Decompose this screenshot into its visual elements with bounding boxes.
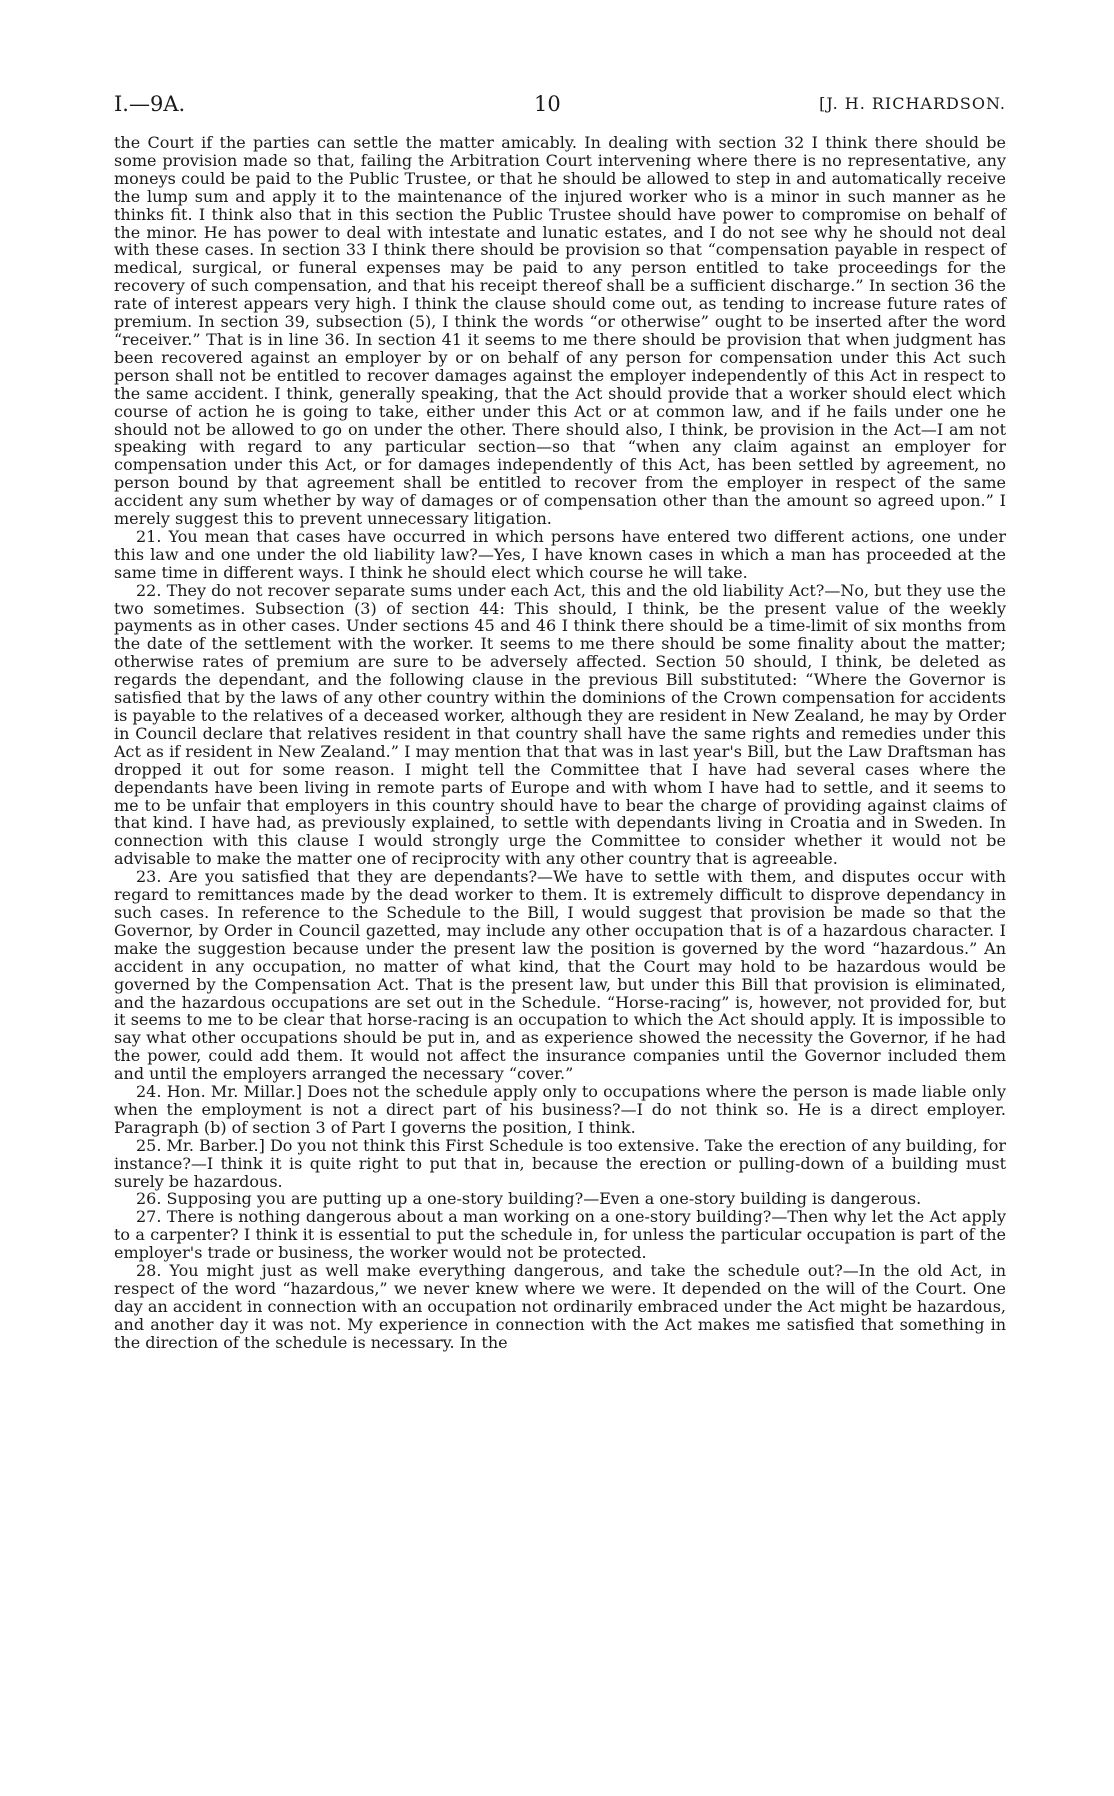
witness-name: [J. H. RICHARDSON. <box>819 94 1006 113</box>
paragraph-question-26: 26. Supposing you are putting up a one-story building?—Even a one-story building is dangerous. <box>136 1189 922 1209</box>
document-page <box>114 92 1006 1352</box>
paragraph-question-23: 23. Are you satisfied that they are dependants?—We have to settle with them, and disputes occur with regard to remittances made by the dead worker to them. It is extremely difficult to disprove dependancy in such cases. In reference to the Schedule to the Bill, I would suggest that provision be made so that the Governor, by Order in Council gazetted, may include any other occupation that is of a hazardous character. I make the suggestion because under the present law the position is governed by the word “hazardous.” An accident in any occupation, no matter of what kind, that the Court may hold to be hazardous would be governed by the Compensation Act. That is the present law, but under this Bill that provision is eliminated, and the hazardous occupations are set out in the Schedule. “Horse-racing” is, however, not provided for, but it seems to me to be clear that horse-racing is an occupation to which the Act should apply. It is impossible to say what other occupations should be put in, and as experience showed the necessity the Governor, if he had the power, could add them. It would not affect the insurance companies until the Governor included them and until the employers arranged the necessary “cover.” <box>114 867 1006 1084</box>
page-header <box>114 92 1006 126</box>
paragraph-continuation: the Court if the parties can settle the matter amicably. In dealing with section 32 I think there should be some provision made so that, failing the Arbitration Court intervening where there is no representative, any moneys could be paid to the Public Trustee, or that he should be allowed to step in and automatically receive the lump sum and apply it to the maintenance of the injured worker who is a minor in such manner as he thinks fit. I think also that in this section the Public Trustee should have power to compromise on behalf of the minor. He has power to deal with intestate and lunatic estates, and I do not see why he should not deal with these cases. In section 33 I think there should be provision so that “compensation payable in respect of medical, surgical, or funeral expenses may be paid to any person entitled to take proceedings for the recovery of such compensation, and that his receipt thereof shall be a sufficient discharge.” In section 36 the rate of interest appears very high. I think the clause should come out, as tending to increase future rates of premium. In section 39, subsection (5), I think the words “or otherwise” ought to be inserted after the word “receiver.” That is in line 36. In section 41 it seems to me there should be provision that when judgment has been recovered against an employer by or on behalf of any person for compensation under this Act such person shall not be entitled to recover damages against the employer independently of this Act in respect to the same accident. I think, generally speaking, that the Act should provide that a worker should elect which course of action he is going to take, either under this Act or at common law, and if he fails under one he should not be allowed to go on under the other. There should also, I think, be provision in the Act—I am not speaking with regard to any particular section—so that “when any claim against an employer for compensation under this Act, or for damages independently of this Act, has been settled by agreement, no person bound by that agreement shall be entitled to recover from the employer in respect of the same accident any sum whether by way of damages or of compensation other than the amount so agreed upon.” I merely suggest this to prevent unnecessary litigation. <box>114 133 1006 529</box>
paragraph-question-22: 22. They do not recover separate sums under each Act, this and the old liability Act?—No, but they use the two sometimes. Subsection (3) of section 44: This should, I think, be the present value of the weekly payments as in other cases. Under sections 45 and 46 I think there should be a time-limit of six months from the date of the settlement with the worker. It seems to me there should be some finality about the matter; otherwise rates of premium are sure to be adversely affected. Section 50 should, I think, be deleted as regards the dependant, and the following clause in the previous Bill substituted: “Where the Governor is satisfied that by the laws of any other country within the dominions of the Crown compensation for accidents is payable to the relatives of a deceased worker, although they are resident in New Zealand, he may by Order in Council declare that relatives resident in that country shall have the same rights and remedies under this Act as if resident in New Zealand.” I may mention that that was in last year's Bill, but the Law Draftsman has dropped it out for some reason. I might tell the Committee that I have had several cases where the dependants have been living in remote parts of Europe and with whom I have had to settle, and it seems to me to be unfair that employers in this country should have to bear the charge of providing against claims of that kind. I have had, as previously explained, to settle with dependants living in Croatia and in Sweden. In connection with this clause I would strongly urge the Committee to consider whether it would not be advisable to make the matter one of reciprocity with any other country that is agreeable. <box>114 580 1006 869</box>
paragraph-question-27: 27. There is nothing dangerous about a man working on a one-story building?—Then why let the Act apply to a carpenter? I think it is essential to put the schedule in, for unless the particular occupation is part of the employer's trade or business, the worker would not be protected. <box>114 1207 1006 1263</box>
paragraph-question-21: 21. You mean that cases have occurred in which persons have entered two different actions, one under this law and one under the old liability law?—Yes, I have known cases in which a man has proceeded at the same time in different ways. I think he should elect which course he will take. <box>114 526 1006 582</box>
paragraph-question-28: 28. You might just as well make everything dangerous, and take the schedule out?—In the old Act, in respect of the word “hazardous,” we never knew where we were. It depended on the will of the Court. One day an accident in connection with an occupation not ordinarily embraced under the Act might be hazardous, and another day it was not. My experience in connection with the Act makes me satisfied that something in the direction of the schedule is necessary. In the <box>114 1261 1006 1352</box>
paragraph-question-24: 24. Hon. Mr. Millar.] Does not the schedule apply only to occupations where the person is made liable only when the employment is not a direct part of his business?—I do not think so. He is a direct employer. Paragraph (b) of section 3 of Part I governs the position, I think. <box>114 1082 1006 1137</box>
paragraph-question-25: 25. Mr. Barber.] Do you not think this First Schedule is too extensive. Take the erection of any building, for instance?—I think it is quite right to put that in, because the erection or pulling-down of a building must surely be hazardous. <box>114 1135 1006 1191</box>
document-reference: I.—9A. <box>114 92 186 116</box>
body-text <box>114 134 1006 1352</box>
page-number: 10 <box>534 92 561 116</box>
